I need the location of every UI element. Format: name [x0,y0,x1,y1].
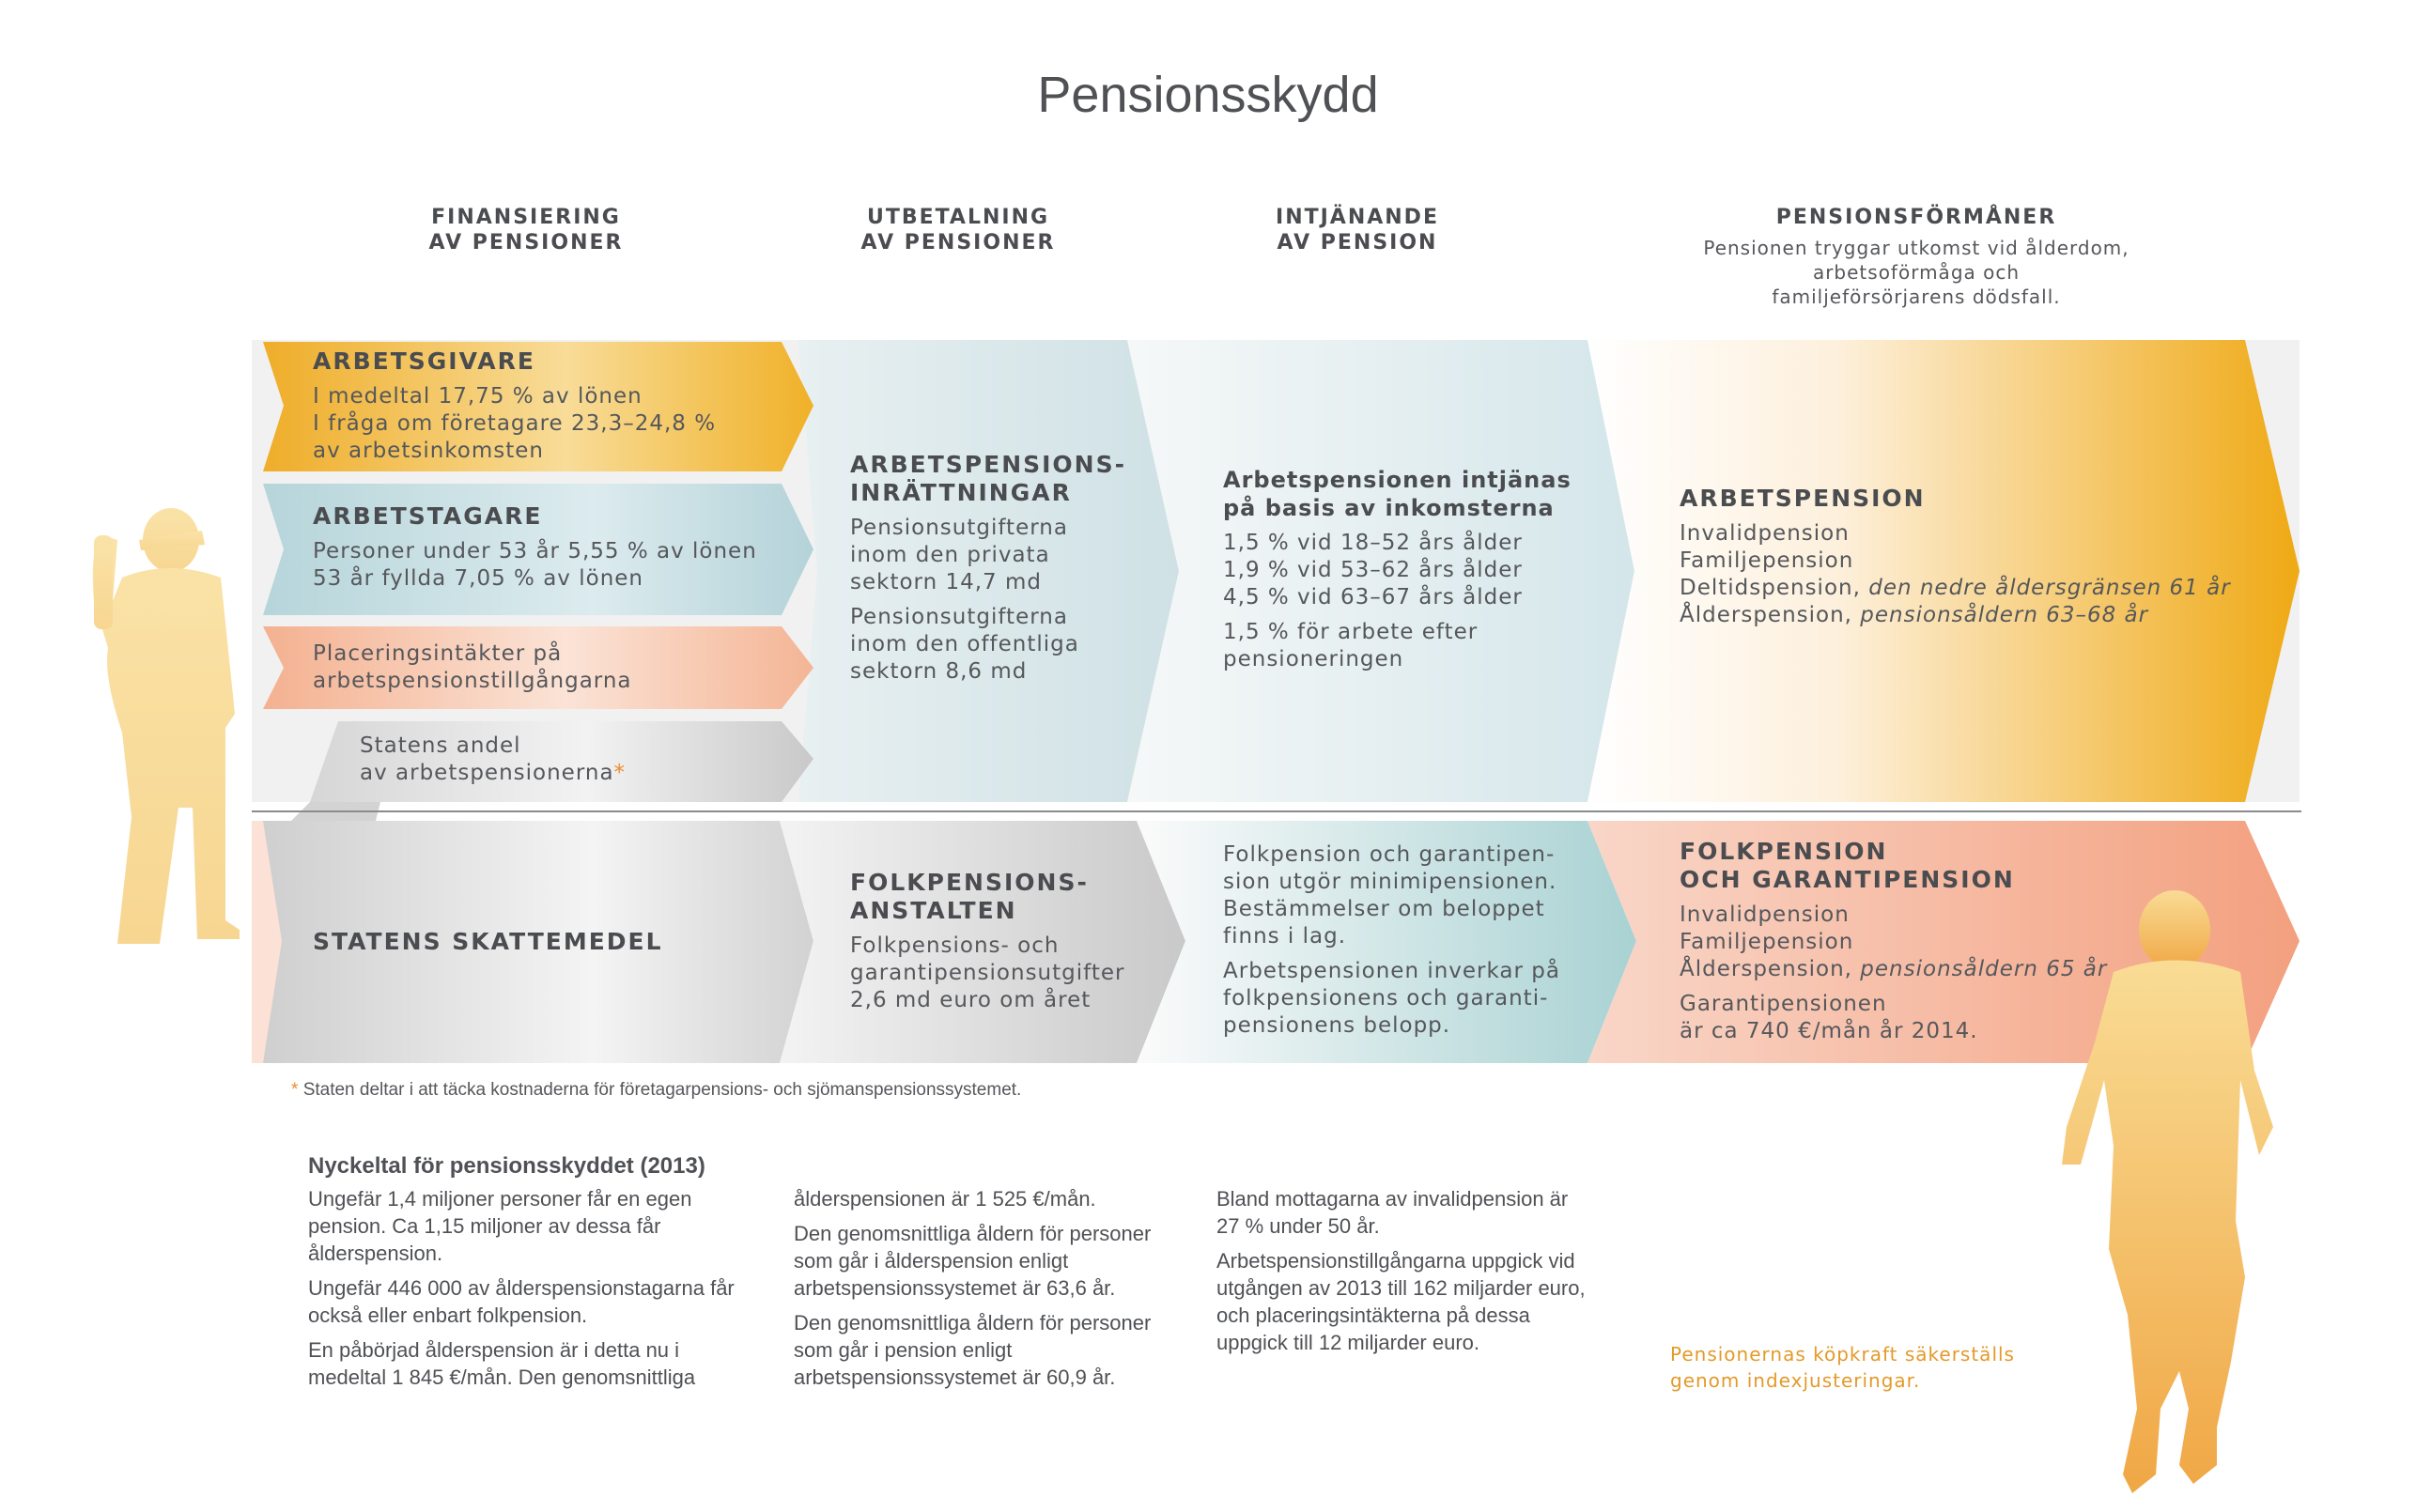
footnote-asterisk: * [291,1080,299,1100]
benefits-subtitle-line: familjeförsörjarens dödsfall. [1772,285,2061,308]
key-figure-paragraph: Den genomsnittliga åldern för personer som går i ålderspension enligt arbetspensionssystemet är 63,6 år. [794,1222,1152,1300]
worker-silhouette-icon [93,508,240,944]
key-figure-paragraph: Ungefär 1,4 miljoner personer får en egen pension. Ca 1,15 miljoner av dessa får ålderspension. [308,1187,692,1265]
benefit-label: Familjepension [1680,548,1854,573]
column-header-accrual [1216,205,1498,255]
benefit-label: Familjepension [1680,930,1854,954]
national-accrual-line: sion utgör minimipensionen. [1223,870,1557,894]
column-header-accrual-line2: AV PENSION [1277,231,1438,255]
public-sector-line: inom den offentliga [850,632,1079,656]
national-benefits-heading-line1: FOLKPENSION [1680,838,1888,865]
national-accrual-block [1223,841,1560,1040]
key-figure-paragraph: Bland mottagarna av invalidpension är 27 % under 50 år. [1216,1187,1569,1238]
index-note-line: genom indexjusteringar. [1670,1369,1921,1392]
national-payment-heading-line2: ANSTALTEN [850,897,1017,924]
key-figure-paragraph: Den genomsnittliga åldern för personer som går i pension enligt arbetspensionssystemet är 60,9 år. [794,1311,1152,1389]
investment-block [313,640,632,695]
benefit-item [1680,902,2107,929]
guarantee-line: är ca 740 €/mån år 2014. [1680,1019,1978,1043]
index-note-line: Pensionernas köpkraft säkerställs [1670,1343,2015,1365]
benefit-item [1680,520,2231,548]
benefit-item [1680,929,2107,956]
benefit-label: Deltidspension, [1680,576,1861,600]
accrual-after-retirement: 1,5 % för arbete efter [1223,620,1479,644]
column-header-benefits-subtitle [1653,236,2179,309]
footnote-asterisk: * [613,761,627,785]
column-header-payment [817,205,1099,255]
benefit-label: Ålderspension, [1680,603,1852,627]
accrual-after-retirement: pensioneringen [1223,647,1404,671]
benefit-note: pensionsåldern 65 år [1860,957,2108,981]
accrual-rate: 4,5 % vid 63–67 års ålder [1223,585,1523,609]
benefit-label: Ålderspension, [1680,957,1852,981]
key-figure-paragraph: En påbörjad ålderspension är i detta nu i medeltal 1 845 €/mån. Den genomsnittliga [308,1338,696,1389]
key-figures-col3 [1216,1185,1592,1364]
employer-line: I medeltal 17,75 % av lönen [313,384,643,409]
index-adjustment-note [1670,1341,2015,1394]
national-payment-line: 2,6 md euro om året [850,988,1092,1012]
employer-line: av arbetsinkomsten [313,439,544,463]
benefit-note: pensionsåldern 63–68 år [1860,603,2149,627]
benefits-subtitle-line: arbetsoförmåga och [1812,261,2021,284]
earnings-benefits-block [1680,485,2231,629]
column-header-financing-line2: AV PENSIONER [428,231,624,255]
investment-line: arbetspensionstillgångarna [313,669,632,693]
benefit-label: Invalidpension [1680,521,1850,546]
national-accrual-line: finns i lag. [1223,924,1347,949]
national-accrual-line: Bestämmelser om beloppet [1223,897,1545,921]
column-header-accrual-line1: INTJÄNANDE [1276,206,1439,229]
employer-heading: ARBETSGIVARE [313,347,535,375]
national-accrual-line: Arbetspensionen inverkar på [1223,959,1560,983]
employer-line: I fråga om företagare 23,3–24,8 % [313,411,717,436]
earnings-benefits-heading: ARBETSPENSION [1680,485,1926,512]
state-share-line: Statens andel [360,733,521,758]
national-financing-heading: STATENS SKATTEMEDEL [313,928,663,955]
benefit-item [1680,602,2231,629]
footnote [291,1080,1021,1101]
national-financing-block [313,928,663,956]
column-header-payment-line2: AV PENSIONER [860,231,1056,255]
column-header-financing-line1: FINANSIERING [431,206,621,229]
national-payment-block [850,869,1124,1014]
national-payment-line: garantipensionsutgifter [850,961,1125,985]
accrual-heading-line2: på basis av inkomsterna [1223,495,1555,521]
column-header-payment-line1: UTBETALNING [866,206,1050,229]
employee-block [313,502,757,593]
accrual-heading-line1: Arbetspensionen intjänas [1223,467,1572,493]
employee-heading: ARBETSTAGARE [313,502,543,530]
private-sector-line: Pensionsutgifterna [850,516,1068,540]
employer-block [313,347,716,465]
key-figure-paragraph: ålderspensionen är 1 525 €/mån. [794,1187,1096,1211]
key-figure-paragraph: Ungefär 446 000 av ålderspensionstagarna får också eller enbart folkpension. [308,1276,735,1327]
private-sector-line: inom den privata [850,543,1050,567]
national-payment-line: Folkpensions- och [850,933,1060,958]
key-figures-col2 [794,1185,1179,1398]
guarantee-line: Garantipensionen [1680,992,1887,1016]
investment-line: Placeringsintäkter på [313,641,563,666]
earnings-payment-block [850,451,1126,686]
key-figures-col1 [308,1152,740,1398]
state-share-block [360,733,626,787]
national-accrual-line: Folkpension och garantipen- [1223,842,1556,867]
benefit-item [1680,548,2231,575]
column-header-benefits [1653,205,2179,309]
earnings-payment-heading-line1: ARBETSPENSIONS- [850,451,1126,478]
benefit-item [1680,956,2107,983]
state-share-line: av arbetspensionerna [360,761,614,785]
key-figure-paragraph: Arbetspensionstillgångarna uppgick vid utgången av 2013 till 162 miljarder euro, och placeringsintäkterna på dessa uppgick till 12 miljarder euro. [1216,1249,1586,1354]
national-accrual-line: pensionens belopp. [1223,1013,1451,1038]
private-sector-line: sektorn 14,7 md [850,570,1043,594]
public-sector-line: sektorn 8,6 md [850,659,1028,684]
national-accrual-line: folkpensionens och garanti- [1223,986,1549,1011]
earnings-payment-heading-line2: INRÄTTNINGAR [850,479,1072,506]
employee-line: 53 år fyllda 7,05 % av lönen [313,566,643,591]
national-benefits-block [1680,838,2107,1045]
key-figures-heading: Nyckeltal för pensionsskyddet (2013) [308,1153,705,1179]
benefit-item [1680,575,2231,602]
column-header-benefits-title: PENSIONSFÖRMÅNER [1775,206,2057,229]
benefit-label: Invalidpension [1680,903,1850,927]
footnote-text: Staten deltar i att täcka kostnaderna för företagarpensions- och sjömanspensionssystemet. [302,1080,1022,1100]
accrual-rate: 1,5 % vid 18–52 års ålder [1223,531,1523,555]
page-title: Pensionsskydd [1037,67,1379,123]
earnings-accrual-block [1223,466,1572,673]
benefits-subtitle-line: Pensionen tryggar utkomst vid ålderdom, [1703,237,2129,259]
column-header-financing [385,205,667,255]
accrual-rate: 1,9 % vid 53–62 års ålder [1223,558,1523,582]
public-sector-line: Pensionsutgifterna [850,605,1068,629]
national-payment-heading-line1: FOLKPENSIONS- [850,869,1089,896]
employee-line: Personer under 53 år 5,55 % av lönen [313,539,757,563]
national-benefits-heading-line2: OCH GARANTIPENSION [1680,866,2015,893]
benefit-note: den nedre åldersgränsen 61 år [1868,576,2231,600]
